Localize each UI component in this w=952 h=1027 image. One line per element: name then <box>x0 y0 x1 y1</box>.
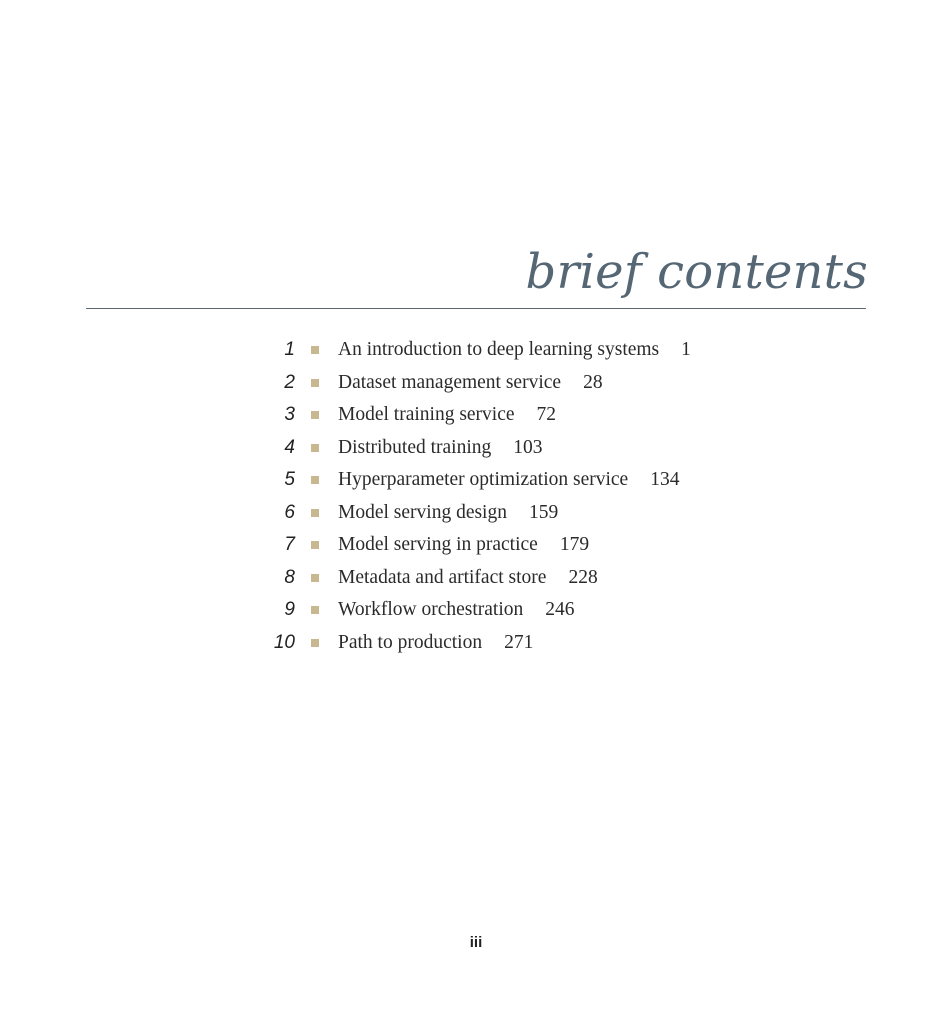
folio-page-number: iii <box>469 934 483 951</box>
chapter-title[interactable]: Model training service <box>338 404 515 426</box>
chapter-number: 7 <box>284 534 295 556</box>
chapter-title[interactable]: An introduction to deep learning systems <box>338 339 660 361</box>
toc-entry-7[interactable] <box>250 529 691 562</box>
chapter-title[interactable]: Metadata and artifact store <box>338 566 547 588</box>
chapter-title[interactable]: Dataset management service <box>338 371 562 393</box>
chapter-title[interactable]: Distributed training <box>338 436 492 458</box>
chapter-number: 1 <box>284 339 295 361</box>
chapter-page-number: 179 <box>559 534 590 556</box>
chapter-number: 6 <box>284 501 295 523</box>
chapter-number: 2 <box>284 371 295 393</box>
chapter-title[interactable]: Workflow orchestration <box>338 599 524 621</box>
toc-entry-5[interactable] <box>250 464 691 497</box>
square-bullet-icon <box>311 476 319 484</box>
chapter-number: 10 <box>273 631 295 653</box>
chapter-number: 8 <box>284 566 295 588</box>
chapter-number: 3 <box>284 404 295 426</box>
toc-entry-3[interactable] <box>250 399 691 432</box>
square-bullet-icon <box>311 606 319 614</box>
page-title: brief contents <box>525 244 868 300</box>
chapter-page-number: 228 <box>568 566 598 588</box>
square-bullet-icon <box>311 346 319 354</box>
chapter-title[interactable]: Hyperparameter optimization service <box>338 469 629 491</box>
square-bullet-icon <box>311 574 319 582</box>
chapter-page-number: 28 <box>583 371 603 393</box>
chapter-title[interactable]: Path to production <box>338 631 483 653</box>
square-bullet-icon <box>311 444 319 452</box>
toc-entry-8[interactable] <box>250 562 691 595</box>
chapter-number: 9 <box>284 599 295 621</box>
chapter-title[interactable]: Model serving in practice <box>338 534 538 556</box>
toc-entry-6[interactable] <box>250 497 691 530</box>
square-bullet-icon <box>311 379 319 387</box>
chapter-title[interactable]: Model serving design <box>338 501 507 523</box>
chapter-page-number: 103 <box>513 436 543 458</box>
toc-entry-4[interactable] <box>250 432 691 465</box>
square-bullet-icon <box>311 541 319 549</box>
chapter-page-number: 1 <box>681 339 691 361</box>
toc-entry-9[interactable] <box>250 594 691 627</box>
toc-entry-1[interactable] <box>250 334 691 367</box>
title-rule <box>86 308 866 309</box>
toc-entry-2[interactable] <box>250 367 691 400</box>
square-bullet-icon <box>311 639 319 647</box>
table-of-contents <box>250 334 691 659</box>
chapter-number: 5 <box>284 469 295 491</box>
toc-entry-10[interactable] <box>250 627 691 660</box>
chapter-number: 4 <box>284 436 295 458</box>
chapter-page-number: 159 <box>528 501 559 523</box>
square-bullet-icon <box>311 509 319 517</box>
chapter-page-number: 246 <box>545 599 575 621</box>
chapter-page-number: 72 <box>536 404 557 426</box>
square-bullet-icon <box>311 411 319 419</box>
chapter-page-number: 134 <box>650 469 680 491</box>
chapter-page-number: 271 <box>504 631 534 653</box>
